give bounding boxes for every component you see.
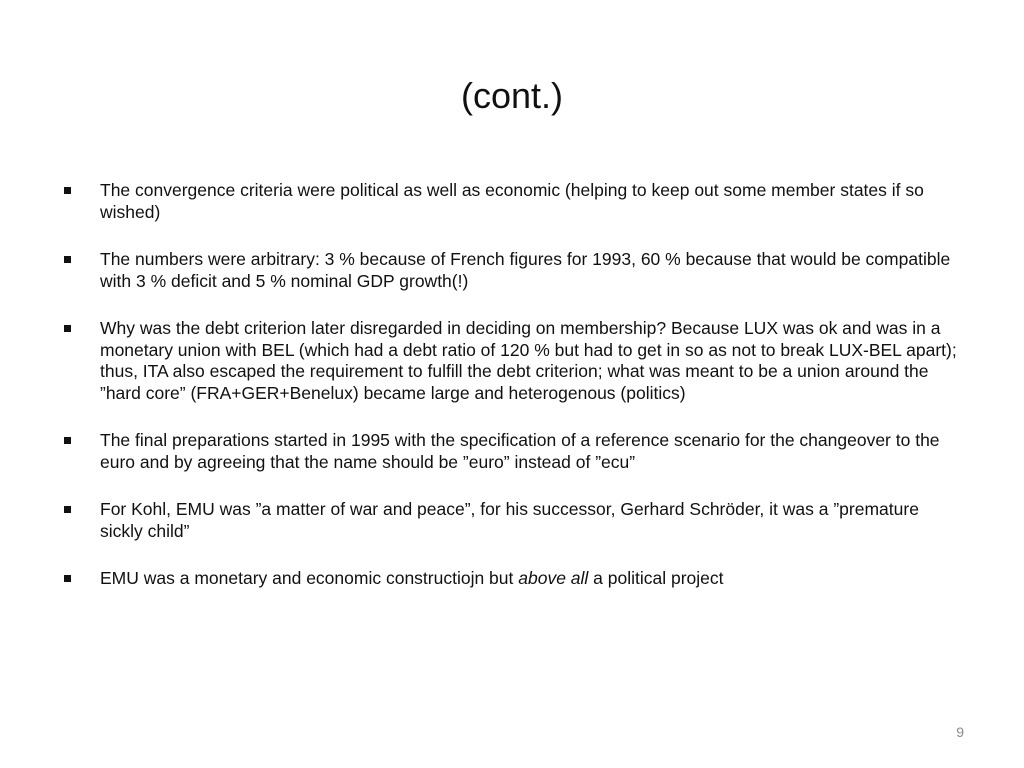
square-bullet-icon	[64, 575, 71, 582]
bullet-text: The convergence criteria were political as well as economic (helping to keep out some member states if so wished)	[100, 180, 924, 222]
bullet-item	[64, 430, 964, 473]
bullet-item	[64, 318, 964, 404]
bullet-text-emphasis: above all	[518, 568, 589, 588]
bullet-item	[64, 249, 964, 292]
square-bullet-icon	[64, 506, 71, 513]
square-bullet-icon	[64, 325, 71, 332]
bullet-text: The numbers were arbitrary: 3 % because of French figures for 1993, 60 % because that would be compatible with 3 % deficit and 5 % nominal GDP growth(!)	[100, 249, 951, 291]
bullet-text-before: EMU was a monetary and economic constructiojn but	[100, 568, 519, 588]
bullet-text-after: a political project	[588, 568, 724, 588]
slide-title: (cont.)	[460, 75, 564, 116]
bullet-text: For Kohl, EMU was ”a matter of war and peace”, for his successor, Gerhard Schröder, it was a ”premature sickly child”	[100, 499, 919, 541]
page-number: 9	[956, 724, 964, 740]
bullet-item	[64, 180, 964, 223]
square-bullet-icon	[64, 437, 71, 444]
square-bullet-icon	[64, 256, 71, 263]
bullet-item	[64, 499, 964, 542]
square-bullet-icon	[64, 187, 71, 194]
bullet-item	[64, 568, 964, 590]
bullet-list	[64, 180, 964, 616]
bullet-text: The final preparations started in 1995 with the specification of a reference scenario for the changeover to the euro and by agreeing that the name should be ”euro” instead of ”ecu”	[100, 430, 940, 472]
bullet-text	[100, 568, 724, 588]
bullet-text: Why was the debt criterion later disregarded in deciding on membership? Because LUX was ok and was in a monetary union with BEL (which had a debt ratio of 120 % but had to get in so as not to break LUX-BEL apart); thus, ITA also escaped the requirement to fulfill the debt criterion; what was meant to be a union around the ”hard core” (FRA+GER+Benelux) became large and heterogenous (politics)	[100, 318, 957, 403]
